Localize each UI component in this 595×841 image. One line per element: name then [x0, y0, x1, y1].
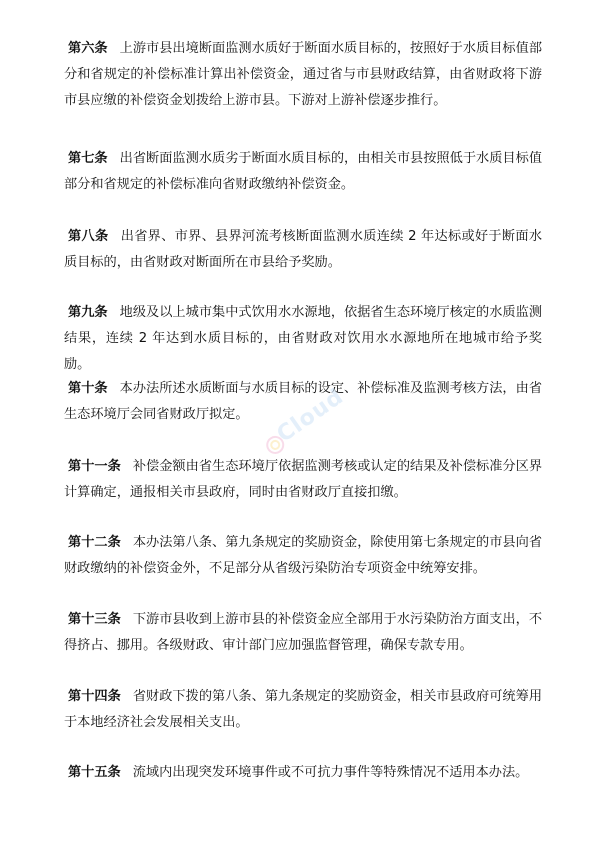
- article-number: 第十条: [68, 381, 108, 396]
- article-number: 第十二条: [68, 535, 121, 550]
- article-number: 第十五条: [68, 765, 121, 780]
- article-14: [64, 684, 542, 736]
- article-text: 本办法所述水质断面与水质目标的设定、补偿标准及监测考核方法，由省生态环境厅会同省财政厅拟定。: [64, 381, 543, 422]
- article-number: 第八条: [68, 229, 109, 244]
- article-10: [64, 376, 542, 428]
- article-13: [64, 607, 542, 659]
- article-text: 省财政下拨的第八条、第九条规定的奖励资金，相关市县政府可统筹用于本地经济社会发展相关支出。: [64, 689, 543, 730]
- article-text: 下游市县收到上游市县的补偿资金应全部用于水污染防治方面支出，不得挤占、挪用。各级财政、审计部门应加强监督管理，确保专款专用。: [64, 612, 543, 653]
- article-7: [64, 146, 542, 198]
- article-text: 出省界、市界、县界河流考核断面监测水质连续 2 年达标或好于断面水质目标的，由省财政对断面所在市县给予奖励。: [64, 229, 543, 270]
- article-8: [64, 224, 542, 276]
- article-text: 补偿金额由省生态环境厅依据监测考核或认定的结果及补偿标准分区界计算确定，通报相关市县政府，同时由省财政厅直接扣缴。: [64, 459, 543, 500]
- article-number: 第十三条: [68, 612, 121, 627]
- article-text: 出省断面监测水质劣于断面水质目标的，由相关市县按照低于水质目标值部分和省规定的补偿标准向省财政缴纳补偿资金。: [64, 151, 543, 192]
- article-11: [64, 454, 542, 506]
- article-number: 第六条: [68, 41, 108, 56]
- article-text: 本办法第八条、第九条规定的奖励资金，除使用第七条规定的市县向省财政缴纳的补偿资金外，不足部分从省级污染防治专项资金中统筹安排。: [64, 535, 543, 576]
- article-number: 第十四条: [68, 689, 121, 704]
- article-number: 第七条: [68, 151, 108, 166]
- article-6: [64, 36, 542, 114]
- article-9: [64, 300, 542, 378]
- article-12: [64, 530, 542, 582]
- article-number: 第十一条: [68, 459, 121, 474]
- article-number: 第九条: [68, 305, 108, 320]
- article-15: [64, 760, 542, 786]
- article-text: 流域内出现突发环境事件或不可抗力事件等特殊情况不适用本办法。: [132, 765, 529, 780]
- watermark-text: Cloud: [272, 384, 349, 448]
- article-text: 上游市县出境断面监测水质好于断面水质目标的，按照好于水质目标值部分和省规定的补偿标准计算出补偿资金，通过省与市县财政结算，由省财政将下游市县应缴的补偿资金划拨给上游市县。下游对上游补偿逐步推行。: [64, 41, 543, 108]
- article-text: 地级及以上城市集中式饮用水水源地，依据省生态环境厅核定的水质监测结果，连续 2 年达到水质目标的，由省财政对饮用水水源地所在地城市给予奖励。: [64, 305, 543, 372]
